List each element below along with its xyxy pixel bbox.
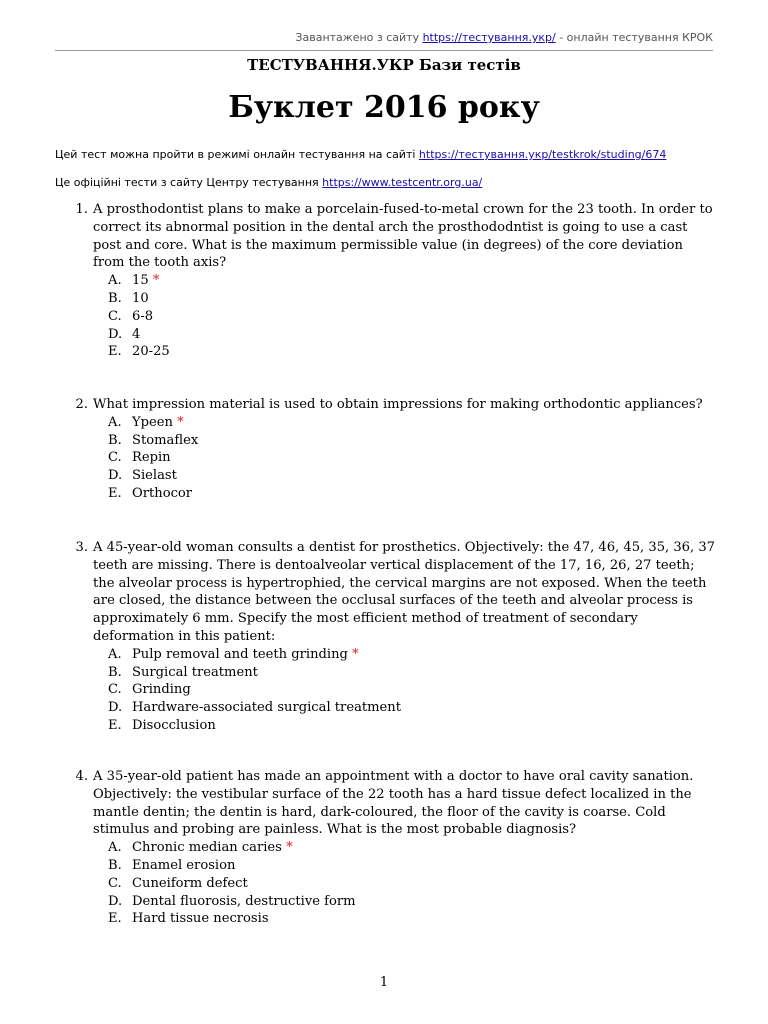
option-letter: C. xyxy=(108,682,122,698)
correct-answer-mark: * xyxy=(352,646,359,662)
online-test-link[interactable]: https://тестування.укр/testkrok/studing/674 xyxy=(418,148,667,161)
online-test-text: Цей тест можна пройти в режимі онлайн тестування на сайті xyxy=(55,148,416,161)
option-text: Orthocor xyxy=(132,485,193,501)
answer-option xyxy=(108,910,715,928)
option-text: 15 xyxy=(132,273,149,289)
option-letter: E. xyxy=(108,344,122,360)
option-letter: B. xyxy=(108,290,122,306)
option-text: Ypeen xyxy=(132,414,173,430)
option-text: Stomaflex xyxy=(132,432,199,448)
option-letter: C. xyxy=(108,450,122,466)
answer-option xyxy=(108,839,715,857)
page-title: Буклет 2016 року xyxy=(228,90,540,125)
option-text: Hardware-associated surgical treatment xyxy=(132,700,401,716)
answer-option xyxy=(108,485,715,503)
source-suffix: - онлайн тестування КРОК xyxy=(559,31,713,44)
page-number: 1 xyxy=(379,975,389,990)
option-text: Surgical treatment xyxy=(132,664,258,680)
answer-option xyxy=(108,343,715,361)
option-letter: B. xyxy=(108,857,122,873)
answer-options xyxy=(108,414,715,503)
option-text: Grinding xyxy=(132,682,191,698)
option-letter: C. xyxy=(108,308,122,324)
answer-options xyxy=(108,646,715,735)
question-2 xyxy=(55,396,715,503)
answer-option xyxy=(108,857,715,875)
question-text: A 35-year-old patient has made an appointment with a doctor to have oral cavity sanation. Objectively: the vestibular surface of the 22 tooth has a hard tissue defect localized in the mantle dentin; the dentin is hard, dark-coloured, the floor of the cavity is coarse. Cold stimulus and probing are painless. What is the most probable diagnosis? xyxy=(93,769,694,838)
answer-option xyxy=(108,449,715,467)
site-title: ТЕСТУВАННЯ.УКР Бази тестів xyxy=(247,56,521,74)
option-letter: A. xyxy=(108,414,122,430)
option-letter: A. xyxy=(108,840,122,856)
option-letter: A. xyxy=(108,273,122,289)
question-number: 2. xyxy=(75,397,88,412)
option-letter: D. xyxy=(108,893,123,909)
option-letter: E. xyxy=(108,485,122,501)
option-letter: D. xyxy=(108,468,123,484)
option-letter: A. xyxy=(108,646,122,662)
option-letter: C. xyxy=(108,875,122,891)
correct-answer-mark: * xyxy=(152,273,160,289)
official-tests-link[interactable]: https://www.testcentr.org.ua/ xyxy=(322,176,483,189)
official-tests-info xyxy=(55,176,482,189)
download-source-line xyxy=(295,31,713,44)
option-letter: E. xyxy=(108,717,122,733)
question-number: 1. xyxy=(75,202,88,217)
answer-options xyxy=(108,839,715,928)
option-text: Cuneiform defect xyxy=(132,875,248,891)
option-text: Repin xyxy=(132,450,171,466)
source-link[interactable]: https://тестування.укр/ xyxy=(422,31,556,44)
question-3 xyxy=(55,539,715,735)
online-test-info xyxy=(55,148,666,161)
option-letter: B. xyxy=(108,664,122,680)
answer-options xyxy=(108,272,715,361)
option-text: Enamel erosion xyxy=(132,857,236,873)
option-letter: B. xyxy=(108,432,122,448)
question-number: 3. xyxy=(75,540,88,555)
option-text: 20-25 xyxy=(132,344,170,360)
question-text: A prosthodontist plans to make a porcelain-fused-to-metal crown for the 23 tooth. In order to correct its abnormal position in the dental arch the prosthododntist is going to use a cast post and core. What is the maximum permissible value (in degrees) of the core deviation from the tooth axis? xyxy=(93,202,713,271)
option-letter: D. xyxy=(108,700,123,716)
option-text: Hard tissue necrosis xyxy=(132,911,269,927)
answer-option xyxy=(108,467,715,485)
answer-option xyxy=(108,699,715,717)
option-text: 10 xyxy=(132,290,149,306)
answer-option xyxy=(108,681,715,699)
answer-option xyxy=(108,432,715,450)
option-text: 4 xyxy=(132,326,141,342)
answer-option xyxy=(108,272,715,290)
official-tests-text: Це офіційні тести з сайту Центру тестування xyxy=(55,176,319,189)
question-number: 4. xyxy=(75,769,88,784)
answer-option xyxy=(108,875,715,893)
answer-option xyxy=(108,290,715,308)
option-text: Chronic median caries xyxy=(132,840,282,856)
correct-answer-mark: * xyxy=(286,840,293,856)
answer-option xyxy=(108,308,715,326)
option-text: Pulp removal and teeth grinding xyxy=(132,646,348,662)
option-letter: E. xyxy=(108,911,122,927)
option-text: Dental fluorosis, destructive form xyxy=(132,893,356,909)
question-1 xyxy=(55,201,715,361)
question-text: What impression material is used to obtain impressions for making orthodontic appliances? xyxy=(93,397,703,412)
header-divider xyxy=(55,50,713,51)
question-4 xyxy=(55,768,715,928)
answer-option xyxy=(108,893,715,911)
source-prefix: Завантажено з сайту xyxy=(295,31,420,44)
answer-option xyxy=(108,414,715,432)
question-text: A 45-year-old woman consults a dentist for prosthetics. Objectively: the 47, 46, 45, 35, 36, 37 teeth are missing. There is dentoalveolar vertical displacement of the 17, 16, 26, 27 teeth; the alveolar process is hypertrophied, the cervical margins are not exposed. When the teeth are closed, the distance between the occlusal surfaces of the teeth and alveolar process is approximately 6 mm. Specify the most efficient method of treatment of secondary deformation in this patient: xyxy=(93,540,715,644)
option-letter: D. xyxy=(108,326,123,342)
option-text: Disocclusion xyxy=(132,717,216,733)
answer-option xyxy=(108,646,715,664)
option-text: Sielast xyxy=(132,468,177,484)
answer-option xyxy=(108,717,715,735)
correct-answer-mark: * xyxy=(177,414,184,430)
answer-option xyxy=(108,664,715,682)
option-text: 6-8 xyxy=(132,308,154,324)
answer-option xyxy=(108,326,715,344)
